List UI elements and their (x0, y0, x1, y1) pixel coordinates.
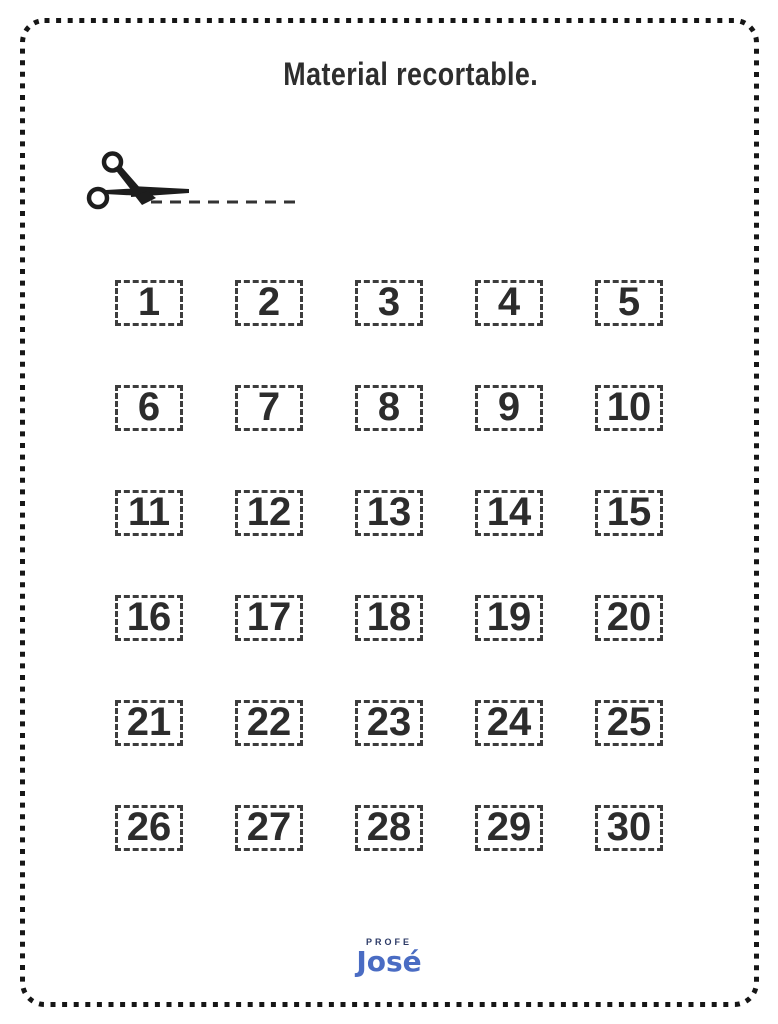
cutout-number: 5 (617, 280, 641, 324)
cutout-number: 8 (377, 385, 401, 429)
cutout-number-box (595, 490, 663, 536)
cutout-number-box (235, 805, 303, 851)
cutout-number-box (595, 700, 663, 746)
cutout-number-box (475, 490, 543, 536)
cutout-number: 11 (127, 490, 171, 534)
cutout-number-box (115, 700, 183, 746)
cutout-number-box (235, 280, 303, 326)
cutout-number-box (595, 385, 663, 431)
cutout-number-box (355, 280, 423, 326)
cutout-number-box (595, 805, 663, 851)
cutout-number: 9 (497, 385, 521, 429)
cutout-number: 24 (486, 700, 532, 744)
cutout-number-box (115, 490, 183, 536)
cutout-number-box (355, 595, 423, 641)
cutout-number: 22 (246, 700, 292, 744)
cutout-number-box (595, 595, 663, 641)
cutout-grid (115, 280, 663, 851)
cutout-number: 7 (257, 385, 281, 429)
cutout-number: 18 (366, 595, 412, 639)
cutout-number: 21 (126, 700, 172, 744)
cutout-number: 19 (486, 595, 532, 639)
cutout-number: 20 (606, 595, 652, 639)
cutout-number: 17 (246, 595, 292, 639)
cutout-number: 6 (137, 385, 161, 429)
cutout-number: 2 (257, 280, 281, 324)
cutout-number-box (475, 280, 543, 326)
cutout-number-box (595, 280, 663, 326)
cutout-number: 26 (126, 805, 172, 849)
page-title (0, 56, 778, 93)
cutout-number: 27 (246, 805, 292, 849)
brand-top-label: PROFE (365, 937, 412, 947)
cutout-number: 23 (366, 700, 412, 744)
cutout-number: 12 (246, 490, 292, 534)
cutout-number: 13 (366, 490, 412, 534)
cutout-number-box (115, 805, 183, 851)
cutout-number: 30 (606, 805, 652, 849)
cutout-number: 14 (486, 490, 532, 534)
cutout-number-box (355, 700, 423, 746)
cutout-number: 10 (606, 385, 652, 429)
cutout-number: 1 (137, 280, 161, 324)
cutout-number-box (115, 385, 183, 431)
cutout-number-box (235, 385, 303, 431)
cutout-number: 4 (497, 280, 521, 324)
cutout-number: 3 (377, 280, 401, 324)
cutout-number-box (115, 280, 183, 326)
cutout-number-box (475, 595, 543, 641)
cutout-number-box (355, 805, 423, 851)
scissors-icon (85, 145, 305, 220)
cutout-number: 15 (606, 490, 652, 534)
cutout-number-box (235, 700, 303, 746)
cutout-number: 16 (126, 595, 172, 639)
cutout-number: 25 (606, 700, 652, 744)
cutout-number-box (355, 385, 423, 431)
cutout-number-box (475, 700, 543, 746)
cutout-number: 28 (366, 805, 412, 849)
cutout-number-box (475, 805, 543, 851)
cutout-number: 29 (486, 805, 532, 849)
brand-name-label: José (356, 945, 422, 978)
cutout-number-box (235, 595, 303, 641)
cutout-number-box (475, 385, 543, 431)
cutout-number-box (355, 490, 423, 536)
footer-logo (0, 938, 778, 976)
cutout-number-box (235, 490, 303, 536)
page-title-text: Material recortable. (283, 56, 539, 92)
cutout-number-box (115, 595, 183, 641)
